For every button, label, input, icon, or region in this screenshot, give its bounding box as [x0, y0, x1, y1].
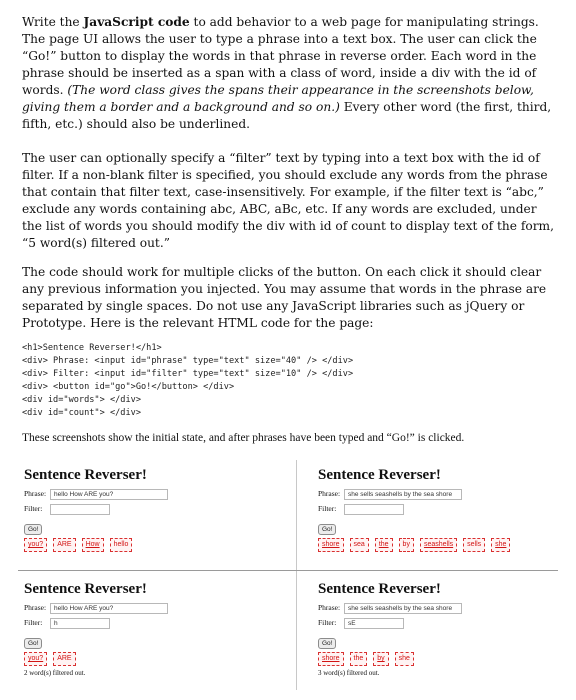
word-span: sells — [463, 538, 485, 552]
intro-italic-text: (The word class gives the spans their appearance in the screenshots below, giving them a border and a background and so on.) — [22, 83, 534, 114]
screenshot-panel — [318, 580, 576, 684]
filter-label: Filter: — [24, 504, 43, 513]
count-text: 2 word(s) filtered out. — [24, 669, 86, 677]
code-line: <div id="count"> </div> — [22, 408, 141, 418]
filter-input[interactable]: sE — [344, 618, 404, 629]
html-code-block — [22, 342, 556, 420]
word-span: the — [375, 538, 393, 552]
go-button[interactable]: Go! — [318, 638, 336, 649]
phrase-row — [24, 488, 292, 500]
go-button[interactable]: Go! — [24, 638, 42, 649]
word-span: seashells — [420, 538, 457, 552]
word-span: by — [373, 652, 388, 666]
words-container — [24, 652, 292, 666]
phrase-input[interactable]: hello How ARE you? — [50, 603, 168, 614]
intro-text-3: Every other word (the first, third, fifth, etc.) should also be underlined. — [22, 100, 552, 131]
go-button[interactable]: Go! — [24, 524, 42, 535]
filter-input[interactable]: h — [50, 618, 110, 629]
panel-title: Sentence Reverser! — [24, 581, 147, 597]
words-container — [318, 538, 576, 552]
filter-input[interactable] — [50, 504, 110, 515]
word-span: you? — [24, 538, 47, 552]
go-button[interactable]: Go! — [318, 524, 336, 535]
phrase-input[interactable]: she sells seashells by the sea shore — [344, 489, 462, 500]
filter-label: Filter: — [318, 618, 337, 627]
filter-row — [24, 503, 292, 515]
panel-title: Sentence Reverser! — [24, 467, 147, 483]
intro-text-1: Write the — [22, 15, 84, 29]
word-span: you? — [24, 652, 47, 666]
filter-row — [318, 503, 576, 515]
phrase-label: Phrase: — [24, 603, 47, 612]
word-span: she — [395, 652, 414, 666]
filter-input[interactable] — [344, 504, 404, 515]
intro-paragraph — [22, 14, 556, 133]
code-line: <div> <button id="go">Go!</button> </div> — [22, 382, 235, 392]
requirements-paragraph: The code should work for multiple clicks of the button. On each click it should clear any previous information you injected. You may assume that words in the phrase are separated by single spaces. Do not use any JavaScript libraries such as jQuery or Prototype. Here is the relevant HTML code for the page: — [22, 265, 547, 330]
phrase-input[interactable]: she sells seashells by the sea shore — [344, 603, 462, 614]
intro-bold-text: JavaScript code — [83, 15, 190, 29]
code-line: <div> Phrase: <input id="phrase" type="text" size="40" /> </div> — [22, 356, 354, 366]
words-container — [318, 652, 576, 666]
word-span: shore — [318, 538, 344, 552]
word-span: sea — [350, 538, 369, 552]
word-span: hello — [110, 538, 133, 552]
screenshot-panel — [24, 466, 292, 570]
horizontal-divider — [18, 570, 558, 571]
screenshot-panel — [24, 580, 292, 684]
intro-text-2: to add behavior to a web page for manipulating strings. The page UI allows the user to type a phrase into a text box. The user can click the “Go!” button to display the words in that phrase in reverse order. Each word in the phrase should be inserted as a span with a class of word, inside a div with the id of words. — [22, 15, 539, 97]
filter-label: Filter: — [24, 618, 43, 627]
phrase-row — [24, 602, 292, 614]
filter-row — [24, 617, 292, 629]
word-span: shore — [318, 652, 344, 666]
word-span: ARE — [53, 538, 75, 552]
filter-row — [318, 617, 576, 629]
vertical-divider — [296, 460, 297, 690]
panel-title: Sentence Reverser! — [318, 581, 441, 597]
count-text: 3 word(s) filtered out. — [318, 669, 380, 677]
word-span: the — [350, 652, 368, 666]
screenshots-caption: These screenshots show the initial state, and after phrases have been typed and “Go!” is clicked. — [22, 432, 465, 444]
filter-paragraph: The user can optionally specify a “filter” text by typing into a text box with the id of filter. If a non-blank filter is specified, you should exclude any words from the phrase that contain that filter text, case-insensitively. For example, if the filter text is “abc,” exclude any words containing abc, ABC, aBc, etc. If any words are excluded, under the list of words you should modify the div with id of count to display text of the form, “5 word(s) filtered out.” — [22, 151, 554, 250]
word-span: by — [399, 538, 414, 552]
phrase-input[interactable]: hello How ARE you? — [50, 489, 168, 500]
code-line: <h1>Sentence Reverser!</h1> — [22, 343, 162, 353]
code-line: <div> Filter: <input id="filter" type="text" size="10" /> </div> — [22, 369, 354, 379]
filter-label: Filter: — [318, 504, 337, 513]
phrase-row — [318, 602, 576, 614]
panel-title: Sentence Reverser! — [318, 467, 441, 483]
phrase-label: Phrase: — [318, 603, 341, 612]
phrase-label: Phrase: — [24, 489, 47, 498]
phrase-label: Phrase: — [318, 489, 341, 498]
word-span: she — [491, 538, 510, 552]
screenshot-panel — [318, 466, 576, 570]
code-line: <div id="words"> </div> — [22, 395, 141, 405]
screenshots-grid — [18, 460, 558, 690]
word-span: How — [82, 538, 104, 552]
word-span: ARE — [53, 652, 75, 666]
phrase-row — [318, 488, 576, 500]
words-container — [24, 538, 292, 552]
